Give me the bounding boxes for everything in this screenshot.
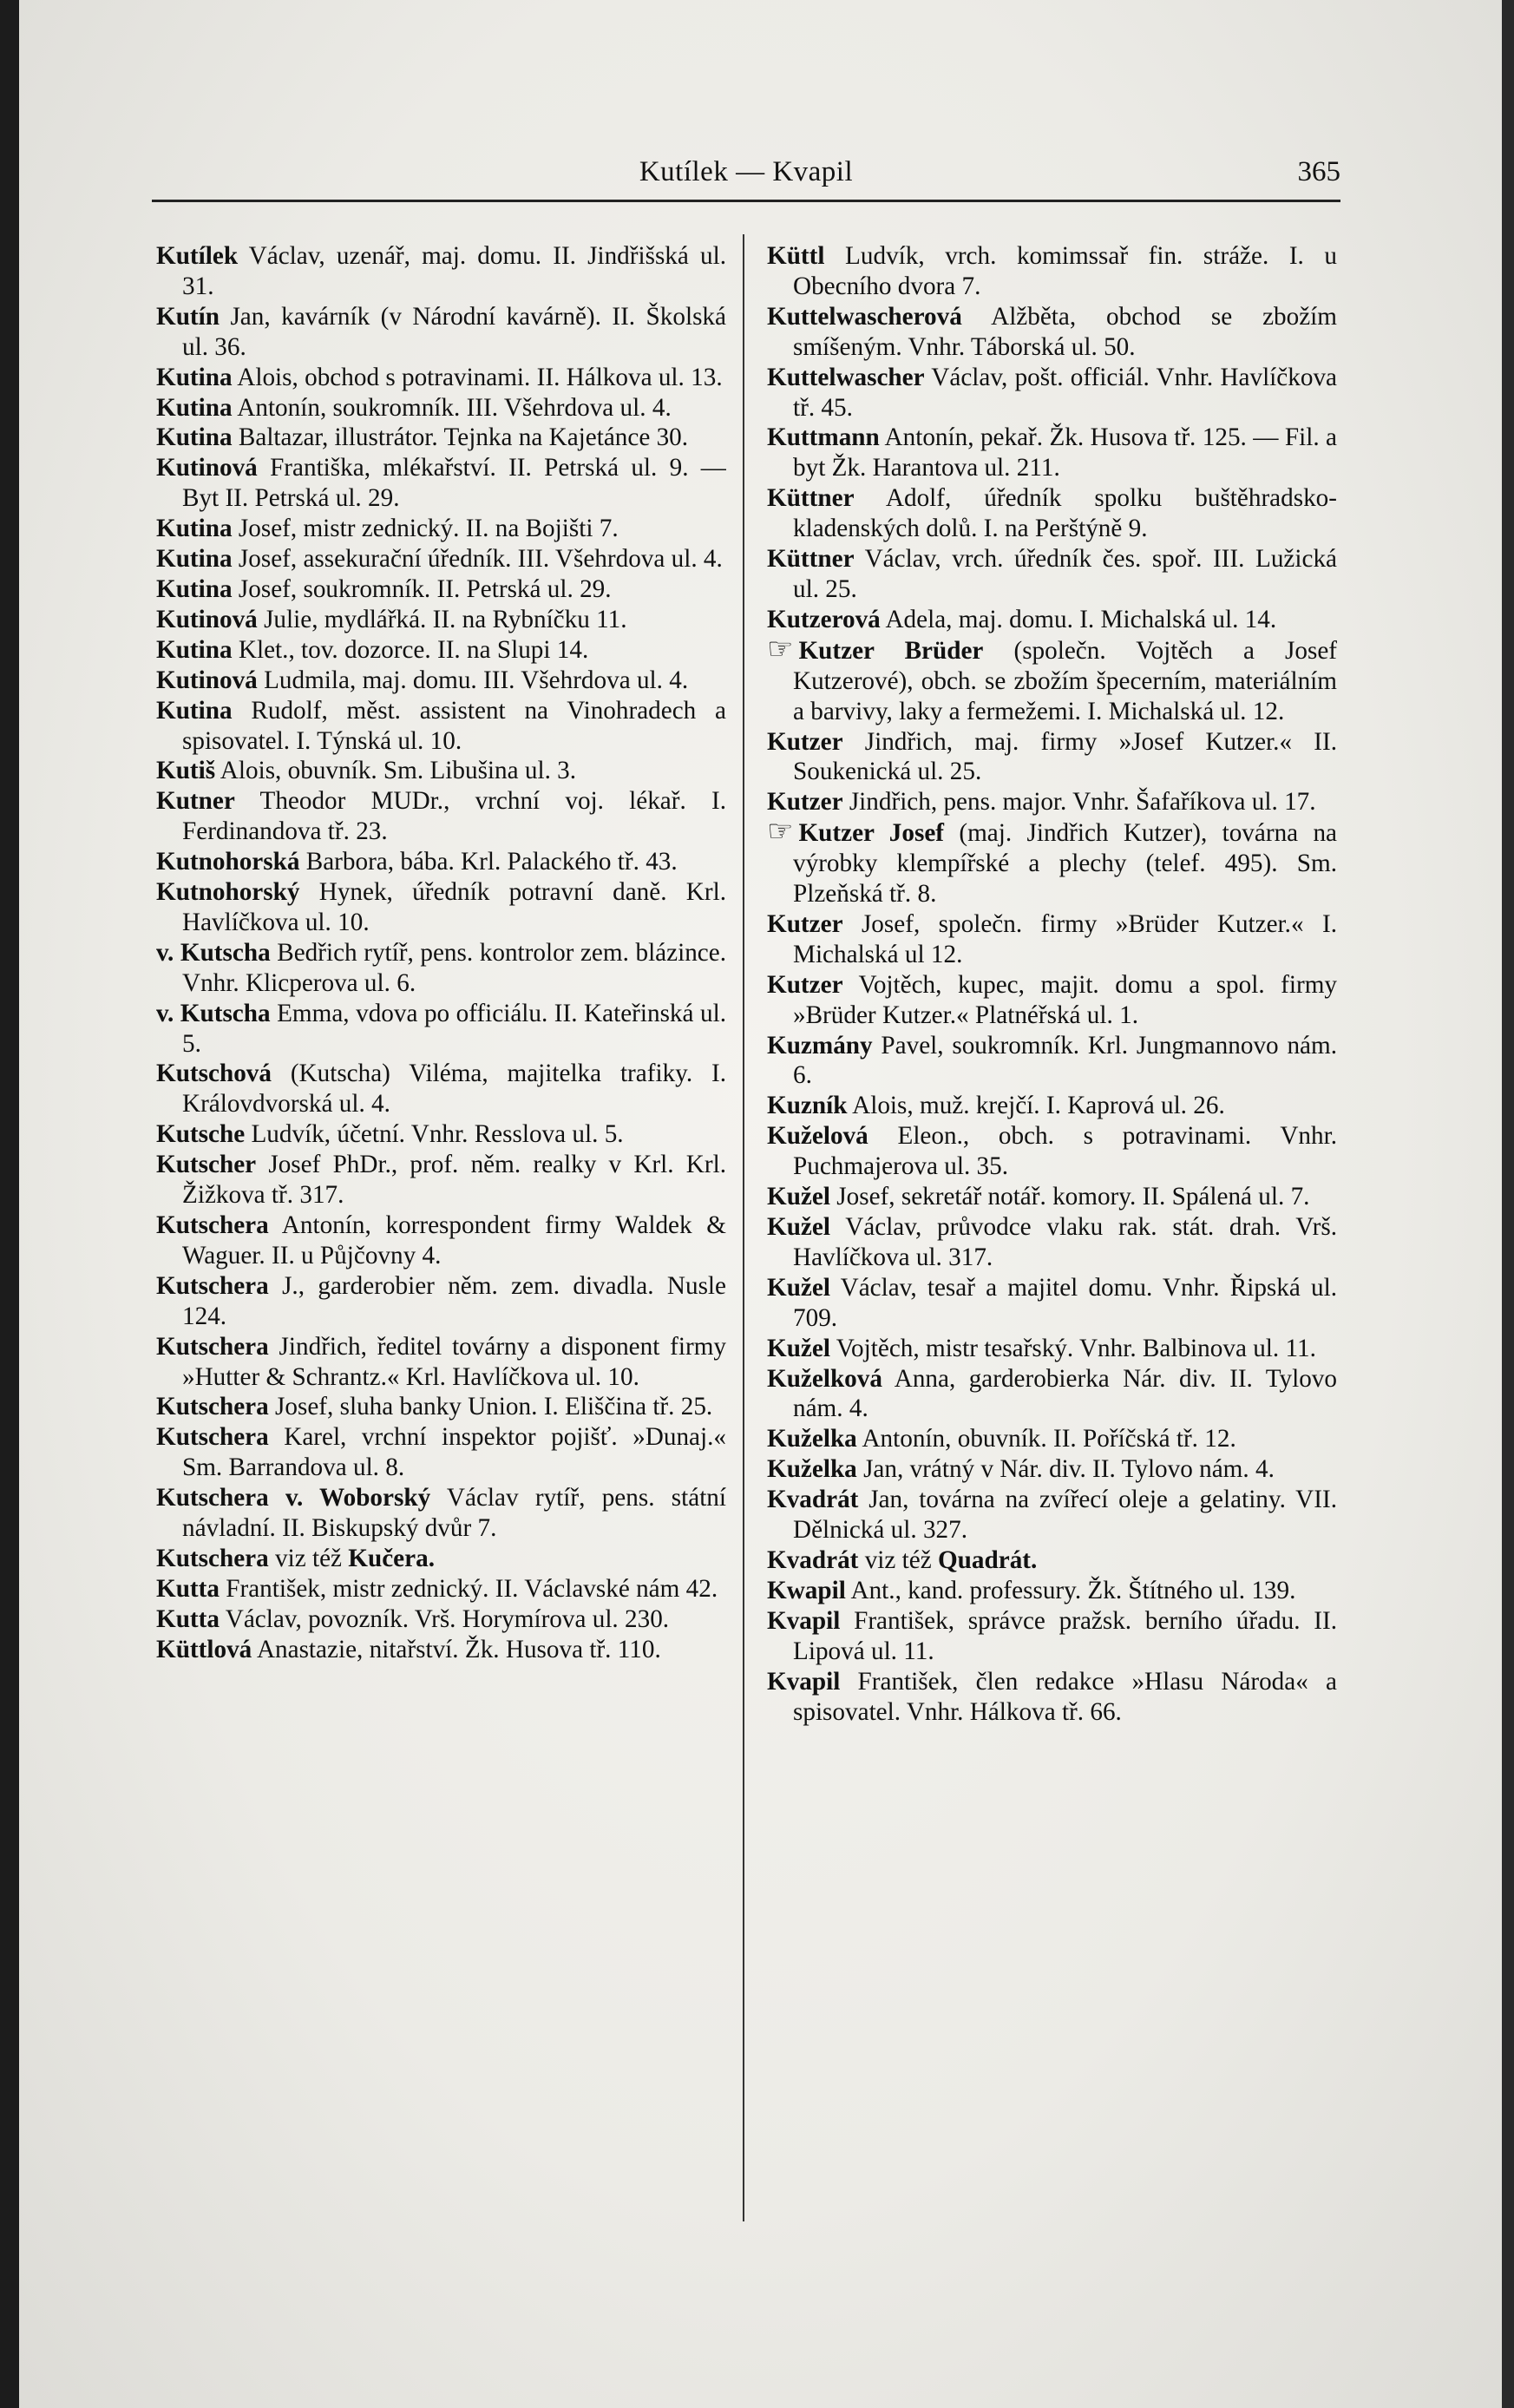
entry-details: Václav, povozník. Vrš. Horymírova ul. 230. (219, 1604, 670, 1633)
directory-entry (767, 1334, 1337, 1364)
directory-entry (156, 453, 726, 514)
page-header (152, 156, 1340, 202)
entry-details: Julie, mydlářká. II. na Rybníčku 11. (257, 605, 627, 633)
directory-entry (156, 696, 726, 757)
directory-entry (767, 241, 1337, 302)
entry-details: Bedřich rytíř, pens. kontrolor zem. blázince. Vnhr. Klicperova ul. 6. (182, 938, 726, 997)
directory-entry (767, 1424, 1337, 1454)
directory-entry (767, 909, 1337, 970)
directory-entry (767, 1485, 1337, 1545)
entry-details: Pavel, soukromník. Krl. Jungmannovo nám. 6. (793, 1031, 1337, 1090)
directory-entry (156, 1332, 726, 1393)
directory-entry (156, 574, 726, 605)
entry-details: Baltazar, illustrátor. Tejnka na Kajetánce 30. (232, 423, 689, 452)
directory-entry (767, 1091, 1337, 1121)
entry-details: Václav, uzenář, maj. domu. II. Jindřišská ul. 31. (182, 242, 726, 300)
entry-surname: Kutschera (156, 1271, 269, 1300)
entry-details: Ludvík, účetní. Vnhr. Resslova ul. 5. (245, 1120, 624, 1149)
directory-entry (767, 1545, 1337, 1576)
directory-entry (156, 1635, 726, 1665)
entry-details: J., garderobier něm. zem. divadla. Nusle 124. (182, 1271, 726, 1330)
entry-details: Václav, průvodce vlaku rak. stát. drah. Vrš. Havlíčkova ul. 317. (793, 1213, 1337, 1271)
directory-entry (156, 514, 726, 544)
directory-entry (767, 787, 1337, 817)
scan-edge-right (1502, 0, 1514, 2408)
entry-surname: Kutina (156, 545, 233, 574)
entry-surname: v. Kutscha (156, 938, 271, 967)
entry-surname: Kuželová (767, 1122, 868, 1151)
directory-entry (156, 363, 726, 393)
directory-entry (767, 635, 1337, 727)
directory-entry (156, 786, 726, 847)
directory-entry (156, 1150, 726, 1211)
directory-entry (767, 483, 1337, 544)
entry-details: Václav, tesař a majitel domu. Vnhr. Řipská ul. 709. (793, 1273, 1337, 1332)
directory-entry (767, 727, 1337, 788)
directory-entry (156, 1211, 726, 1271)
entry-cross-reference: Kučera. (348, 1544, 435, 1572)
entry-surname: Kutina (156, 363, 233, 391)
entry-surname: Kutnohorský (156, 878, 300, 907)
entry-surname: Kutiš (156, 757, 216, 785)
entry-surname: v. Kutscha (156, 999, 271, 1027)
entry-details: Hynek, úředník potravní daně. Krl. Havlíčkova ul. 10. (182, 878, 726, 936)
directory-entry (767, 1031, 1337, 1092)
directory-entry (767, 1454, 1337, 1485)
directory-entry (156, 1544, 726, 1574)
entry-details: Josef PhDr., prof. něm. realky v Krl. Krl. Žižkova tř. 317. (182, 1151, 726, 1210)
entry-surname: Kutscher (156, 1151, 257, 1179)
directory-entry (156, 847, 726, 877)
entry-details: Adela, maj. domu. I. Michalská ul. 14. (880, 605, 1277, 633)
entry-surname: Kutschera v. Woborský (156, 1484, 431, 1512)
entry-surname: Kutina (156, 515, 233, 543)
entry-surname: Kutzer (767, 788, 843, 817)
directory-entry (156, 1119, 726, 1150)
directory-entry (156, 635, 726, 666)
entry-details: František, správce pražsk. berního úřadu. II. Lipová ul. 11. (793, 1606, 1337, 1665)
entry-surname: Kuželka (767, 1455, 857, 1484)
right-column (767, 241, 1337, 2237)
directory-entry (156, 1422, 726, 1483)
directory-entry (156, 666, 726, 696)
entry-details: Františka, mlékařství. II. Petrská ul. 9. — Byt II. Petrská ul. 29. (182, 454, 726, 513)
entry-surname: Kutta (156, 1574, 220, 1603)
entry-surname: Kvadrát (767, 1486, 859, 1514)
directory-entry (767, 1606, 1337, 1667)
entry-surname: Kutina (156, 574, 233, 603)
entry-surname: Kutinová (156, 666, 258, 694)
entry-details: Josef, sekretář notář. komory. II. Spálená ul. 7. (829, 1183, 1310, 1211)
entry-surname: Kutinová (156, 605, 258, 633)
entry-details: (společn. Vojtěch a Josef Kutzerové), obch. se zbožím špecerním, materiálním a barvivy, laky a fermežemi. I. Michalská ul. 12. (793, 636, 1337, 725)
directory-entry (767, 1212, 1337, 1273)
entry-details: Václav rytíř, pens. státní návladní. II. Biskupský dvůr 7. (182, 1484, 726, 1543)
entry-details: Anastazie, nitařství. Žk. Husova tř. 110. (252, 1635, 661, 1663)
page-number: 365 (1297, 156, 1340, 187)
entry-details: Jan, továrna na zvířecí oleje a gelatiny. VII. Dělnická ul. 327. (793, 1486, 1337, 1545)
directory-entry (156, 605, 726, 635)
entry-surname: Kutta (156, 1604, 220, 1633)
entry-details: (maj. Jindřich Kutzer), továrna na výrobky klempířské a plechy (telef. 495). Sm. Plzeňská tř. 8. (793, 819, 1337, 909)
pointing-hand-icon: ☞ (767, 633, 794, 666)
entry-details: Karel, vrchní inspektor pojišť. »Dunaj.« Sm. Barrandova ul. 8. (182, 1423, 726, 1482)
directory-entry (156, 1392, 726, 1422)
entry-details: Jindřich, pens. major. Vnhr. Šafaříkova ul. 17. (842, 788, 1316, 817)
entry-details: Alois, muž. krejčí. I. Kaprová ul. 26. (847, 1092, 1225, 1120)
entry-details: Alois, obchod s potravinami. II. Hálkova ul. 13. (232, 363, 723, 391)
entry-surname: Kutinová (156, 454, 258, 482)
entry-details: Antonín, pekař. Žk. Husova tř. 125. — Fil. a byt Žk. Harantova ul. 211. (793, 423, 1337, 482)
entry-details: Antonín, soukromník. III. Všehrdova ul. 4. (232, 393, 672, 422)
directory-entry (767, 1364, 1337, 1425)
entry-details: Emma, vdova po officiálu. II. Kateřinská ul. 5. (182, 999, 726, 1058)
directory-entry (767, 423, 1337, 483)
entry-surname: Küttl (767, 242, 825, 270)
entry-surname: Kwapil (767, 1576, 846, 1604)
directory-entry (767, 817, 1337, 909)
entry-surname: Kutzer (767, 970, 843, 999)
directory-entry (156, 1574, 726, 1604)
entry-surname: Kutina (156, 696, 233, 725)
directory-entry (767, 605, 1337, 635)
directory-entry (156, 423, 726, 453)
entry-details: Antonín, korrespondent firmy Waldek & Waguer. II. u Půjčovny 4. (182, 1211, 726, 1270)
scan-edge-left (0, 0, 19, 2408)
entry-surname: Kutschera (156, 1393, 269, 1421)
entry-details: Ant., kand. professury. Žk. Štítného ul. 139. (845, 1576, 1296, 1604)
entry-surname: Kužel (767, 1213, 830, 1241)
entry-details: Theodor MUDr., vrchní voj. lékař. I. Ferdinandova tř. 23. (182, 787, 726, 846)
entry-details: Alžběta, obchod se zbožím smíšeným. Vnhr. Táborská ul. 50. (793, 302, 1337, 361)
entry-surname: Kutschová (156, 1060, 272, 1088)
entry-surname: Kutschera (156, 1544, 269, 1572)
directory-entry (767, 302, 1337, 363)
entry-cross-reference: Quadrát. (937, 1545, 1038, 1574)
entry-details: Václav, pošt. officiál. Vnhr. Havlíčkova tř. 45. (793, 363, 1337, 422)
directory-entry (156, 877, 726, 938)
entry-surname: Kuželková (767, 1364, 882, 1393)
directory-entry (767, 1667, 1337, 1728)
directory-entry (156, 241, 726, 302)
directory-entry (767, 1182, 1337, 1212)
entry-details: František, člen redakce »Hlasu Národa« a spisovatel. Vnhr. Hálkova tř. 66. (793, 1667, 1337, 1726)
entry-surname: Küttner (767, 545, 855, 574)
left-column (156, 241, 726, 2237)
entry-details: Adolf, úředník spolku buštěhradsko-kladenských dolů. I. na Perštýně 9. (793, 484, 1337, 543)
directory-entry (156, 999, 726, 1060)
entry-surname: Kvadrát (767, 1545, 859, 1574)
entry-details: viz též (268, 1544, 349, 1572)
entry-details: Jindřich, ředitel továrny a disponent firmy »Hutter & Schrantz.« Krl. Havlíčkova ul. 10. (182, 1332, 726, 1391)
entry-details: Josef, společn. firmy »Brüder Kutzer.« I. Michalská ul 12. (793, 909, 1337, 968)
column-divider (743, 234, 744, 2221)
directory-entry (767, 363, 1337, 423)
entry-surname: Kutzer (767, 909, 843, 938)
entry-details: Klet., tov. dozorce. II. na Slupi 14. (232, 635, 589, 664)
entry-details: Jindřich, maj. firmy »Josef Kutzer.« II. Soukenická ul. 25. (793, 727, 1337, 786)
entry-surname: Kutzer Josef (798, 819, 945, 848)
entry-details: František, mistr zednický. II. Václavské nám 42. (219, 1574, 718, 1603)
entry-surname: Kuttmann (767, 423, 880, 452)
entry-surname: Kutina (156, 423, 233, 452)
directory-entry (156, 756, 726, 786)
entry-details: Ludmila, maj. domu. III. Všehrdova ul. 4. (257, 666, 689, 694)
entry-surname: Kuttelwascherová (767, 302, 962, 331)
directory-entry (156, 1059, 726, 1119)
entry-details: Vojtěch, kupec, majit. domu a spol. firmy »Brüder Kutzer.« Platnéřská ul. 1. (793, 970, 1337, 1029)
entry-details: Antonín, obuvník. II. Poříčská tř. 12. (856, 1425, 1236, 1453)
directory-entry (156, 1483, 726, 1544)
entry-surname: Kutina (156, 393, 233, 422)
entry-surname: Kutschera (156, 1423, 269, 1452)
entry-surname: Kutín (156, 302, 220, 331)
directory-entry (767, 544, 1337, 605)
directory-entry (156, 393, 726, 423)
entry-surname: Küttner (767, 484, 855, 513)
entry-details: Josef, sluha banky Union. I. Eliščina tř. 25. (268, 1393, 713, 1421)
directory-entry (156, 302, 726, 363)
directory-entry (767, 1273, 1337, 1334)
entry-details: Jan, vrátný v Nár. div. II. Tylovo nám. 4. (856, 1455, 1275, 1484)
entry-surname: Kutschera (156, 1211, 269, 1239)
entry-details: Vojtěch, mistr tesařský. Vnhr. Balbinova ul. 11. (829, 1334, 1316, 1362)
entry-details: Eleon., obch. s potravinami. Vnhr. Puchmajerova ul. 35. (793, 1122, 1337, 1181)
entry-details: Josef, assekurační úředník. III. Všehrdova ul. 4. (232, 545, 723, 574)
entry-surname: Kutzer Brüder (798, 636, 984, 665)
entry-surname: Kutílek (156, 242, 239, 270)
entry-details: Alois, obuvník. Sm. Libušina ul. 3. (215, 757, 577, 785)
directory-entry (156, 544, 726, 574)
entry-surname: Kutzer (767, 727, 843, 756)
entry-surname: Kutzerová (767, 605, 881, 633)
entry-surname: Kuzník (767, 1092, 848, 1120)
pointing-hand-icon: ☞ (767, 816, 794, 849)
entry-surname: Kvapil (767, 1606, 841, 1635)
directory-entry (767, 1121, 1337, 1182)
entry-details: Ludvík, vrch. komimssař fin. stráže. I. u Obecního dvora 7. (793, 242, 1337, 300)
entry-surname: Kuželka (767, 1425, 857, 1453)
entry-surname: Kutina (156, 635, 233, 664)
directory-entry (767, 1576, 1337, 1606)
directory-entry (767, 970, 1337, 1031)
entry-surname: Kvapil (767, 1667, 841, 1696)
entry-details: Barbora, bába. Krl. Palackého tř. 43. (299, 848, 678, 876)
running-title: Kutílek — Kvapil (639, 156, 854, 187)
entry-details: Jan, kavárník (v Národní kavárně). II. Školská ul. 36. (182, 302, 726, 361)
entry-surname: Kutsche (156, 1120, 246, 1149)
directory-entry (156, 938, 726, 999)
entry-surname: Küttlová (156, 1635, 252, 1663)
entry-details: Václav, vrch. úředník čes. spoř. III. Lužická ul. 25. (793, 545, 1337, 603)
entry-details: Josef, soukromník. II. Petrská ul. 29. (232, 574, 612, 603)
entry-details: Josef, mistr zednický. II. na Bojišti 7. (232, 515, 619, 543)
entry-surname: Kutschera (156, 1332, 269, 1361)
entry-surname: Kuttelwascher (767, 363, 925, 391)
entry-surname: Kužel (767, 1183, 830, 1211)
entry-surname: Kužel (767, 1273, 830, 1302)
entry-surname: Kutner (156, 787, 235, 816)
entry-details: (Kutscha) Viléma, majitelka trafiky. I. Královdvorská ul. 4. (182, 1060, 726, 1119)
directory-entry (156, 1604, 726, 1635)
entry-details: viz též (858, 1545, 938, 1574)
entry-details: Rudolf, měst. assistent na Vinohradech a spisovatel. I. Týnská ul. 10. (182, 696, 726, 755)
directory-entry (156, 1271, 726, 1332)
entry-details: Anna, garderobierka Nár. div. II. Tylovo nám. 4. (793, 1364, 1337, 1423)
entry-surname: Kužel (767, 1334, 830, 1362)
entry-surname: Kutnohorská (156, 848, 300, 876)
entry-surname: Kuzmány (767, 1031, 873, 1060)
